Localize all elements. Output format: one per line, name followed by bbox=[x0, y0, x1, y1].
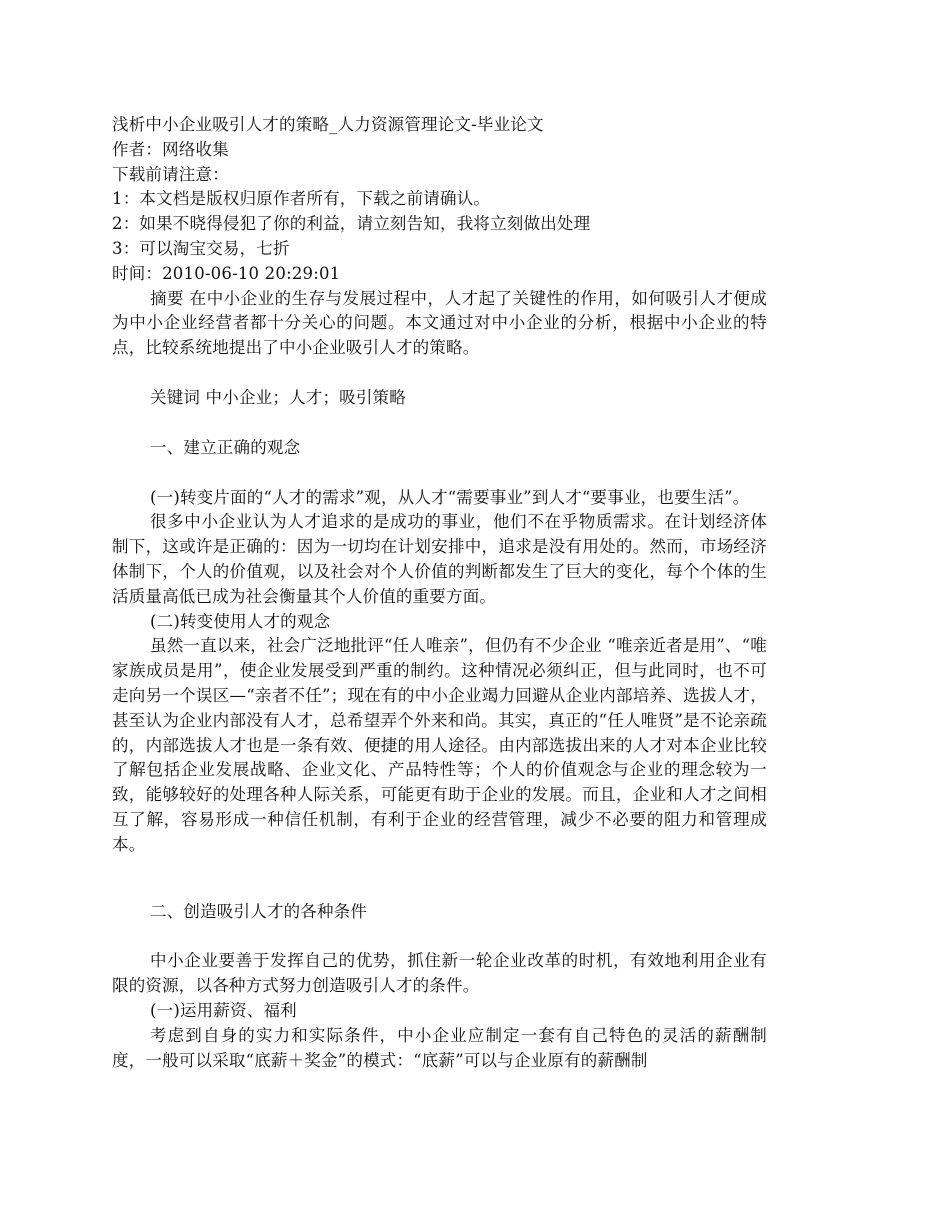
document-title: 浅析中小企业吸引人才的策略_人力资源管理论文-毕业论文 bbox=[112, 115, 544, 134]
section-1-heading: 一、建立正确的观念 bbox=[150, 437, 301, 457]
section-1-subheading-2: (二)转变使用人才的观念 bbox=[150, 611, 331, 631]
section-1-paragraph-1: 很多中小企业认为人才追求的是成功的事业，他们不在乎物质需求。在计划经济体制下，这或许是正确的：因为一切均在计划安排中，追求是没有用处的。然而，市场经济体制下，个人的价值观，以及社会对个人价值的判断都发生了巨大的变化，每个个体的生活质量高低已成为社会衡量其个人价值的重要方面。 bbox=[112, 512, 767, 606]
keywords-line: 关键词 中小企业；人才；吸引策略 bbox=[150, 387, 406, 407]
notice-item-1: 1：本文档是版权归原作者所有，下载之前请确认。 bbox=[112, 189, 491, 209]
notice-item-3: 3：可以淘宝交易，七折 bbox=[112, 238, 290, 258]
document-page bbox=[112, 113, 767, 1073]
section-2-intro-paragraph: 中小企业要善于发挥自己的优势，抓住新一轮企业改革的时机，有效地利用企业有限的资源，以各种方式努力创造吸引人才的条件。 bbox=[112, 951, 767, 996]
timestamp-line: 时间：2010-06-10 20:29:01 bbox=[112, 263, 341, 283]
abstract-paragraph: 摘要 在中小企业的生存与发展过程中，人才起了关键性的作用，如何吸引人才便成为中小企业经营者都十分关心的问题。本文通过对中小企业的分析，根据中小企业的特点，比较系统地提出了中小企业吸引人才的策略。 bbox=[112, 288, 767, 358]
section-2-heading: 二、创造吸引人才的各种条件 bbox=[150, 901, 368, 921]
notice-item-2: 2：如果不晓得侵犯了你的利益，请立刻告知，我将立刻做出处理 bbox=[112, 214, 591, 234]
section-2-subheading-1: (一)运用薪资、福利 bbox=[150, 1000, 297, 1020]
section-2-paragraph-1: 考虑到自身的实力和实际条件，中小企业应制定一套有自己特色的灵活的薪酬制度，一般可以采取“底薪＋奖金”的模式：“底薪”可以与企业原有的薪酬制 bbox=[112, 1025, 767, 1070]
section-1-paragraph-2: 虽然一直以来，社会广泛地批评“任人唯亲”，但仍有不少企业 “唯亲近者是用”、“唯家族成员是用”，使企业发展受到严重的制约。这种情况必须纠正，但与此同时，也不可走向另一个误区—“亲者不任”；现在有的中小企业竭力回避从企业内部培养、选拔人才，甚至认为企业内部没有人才，总希望弄个外来和尚。其实，真正的“任人唯贤”是不论亲疏的，内部选拔人才也是一条有效、便捷的用人途径。由内部选拔出来的人才对本企业比较了解包括企业发展战略、企业文化、产品特性等；个人的价值观念与企业的理念较为一致，能够较好的处理各种人际关系，可能更有助于企业的发展。而且，企业和人才之间相互了解，容易形成一种信任机制，有利于企业的经营管理，减少不必要的阻力和管理成本。 bbox=[112, 636, 767, 854]
notice-heading: 下载前请注意： bbox=[112, 164, 229, 184]
author-line: 作者：网络收集 bbox=[112, 139, 229, 159]
section-1-subheading-1: (一)转变片面的“人才的需求”观，从人才“需要事业”到人才“要事业，也要生活”。 bbox=[150, 487, 750, 507]
